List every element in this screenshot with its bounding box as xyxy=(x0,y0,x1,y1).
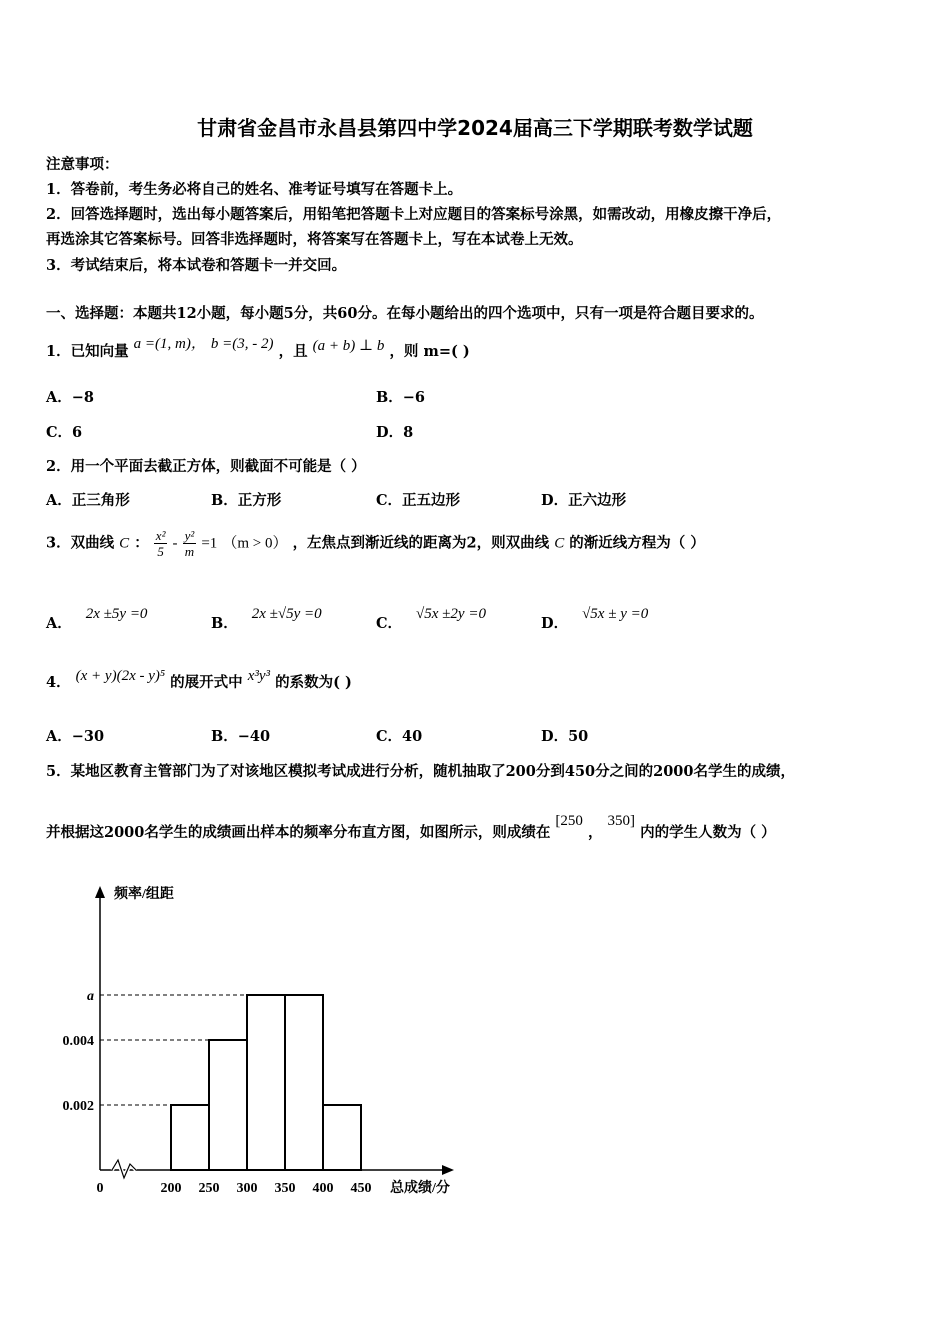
q1-option-a[interactable]: A．−8 xyxy=(46,389,94,406)
q1-suffix: ，则 m=( ) xyxy=(389,343,470,360)
q5-comma: ， xyxy=(587,824,603,841)
notice-item: 3．考试结束后，将本试卷和答题卡一并交回。 xyxy=(46,257,347,274)
histogram-bar xyxy=(209,1040,247,1170)
axis-break-mask xyxy=(112,1160,136,1178)
q4-option-b[interactable]: B．−40 xyxy=(211,728,271,745)
q5-interval-left: [250 xyxy=(555,813,583,829)
notice-item: 1．答卷前，考生务必将自己的姓名、准考证号填写在答题卡上。 xyxy=(46,181,463,198)
q1-prefix: 1．已知向量 xyxy=(46,343,129,360)
x-tick-label: 200 xyxy=(160,1181,182,1196)
y-axis-label: 频率/组距 xyxy=(114,887,174,902)
q4-num: 4． xyxy=(46,674,71,691)
q3-option-b[interactable]: B．2x ±√5y =0 xyxy=(211,606,322,632)
chart-axes xyxy=(95,886,454,1178)
x-tick-label: 300 xyxy=(236,1181,258,1196)
x-tick-label: 450 xyxy=(350,1181,372,1196)
notice-item: 2．回答选择题时，选出每小题答案后，用铅笔把答题卡上对应题目的答案标号涂黑，如需改动，用橡皮擦干净后， xyxy=(46,206,782,223)
histogram-bar xyxy=(323,1105,361,1170)
page-title: 甘肃省金昌市永昌县第四中学2024届高三下学期联考数学试题 xyxy=(197,116,753,140)
x-axis-label: 总成绩/分 xyxy=(390,1181,450,1196)
x-axis-arrow xyxy=(442,1165,454,1175)
q5-interval-right: 350] xyxy=(607,813,636,829)
q4-expr: (x + y)(2x - y)⁵ xyxy=(75,668,166,684)
q5-line2-prefix: 并根据这2000名学生的成绩画出样本的频率分布直方图，如图所示，则成绩在 xyxy=(46,824,551,841)
q1-option-b[interactable]: B．−6 xyxy=(376,389,425,406)
q1-option-c[interactable]: C．6 xyxy=(46,424,83,441)
chart-bars xyxy=(171,995,361,1170)
q5-line2-suffix: 内的学生人数为（ ） xyxy=(640,824,776,841)
q3-c: C xyxy=(119,535,130,552)
q4-option-a[interactable]: A．−30 xyxy=(46,728,105,745)
chart-labels xyxy=(63,885,450,1196)
notice-item: 再选涂其它答案标号。回答非选择题时，将答案写在答题卡上，写在本试卷上无效。 xyxy=(46,231,583,248)
q3-option-c[interactable]: C．√5x ±2y =0 xyxy=(376,606,486,632)
q3-c2: C xyxy=(554,535,565,552)
q2-option-b[interactable]: B．正方形 xyxy=(211,492,282,509)
question-3 xyxy=(46,528,705,559)
q1-option-d[interactable]: D．8 xyxy=(376,424,414,441)
q4-option-c[interactable]: C．40 xyxy=(376,728,423,745)
q2-option-c[interactable]: C．正五边形 xyxy=(376,492,461,509)
q3-colon: ： xyxy=(134,534,149,552)
section-heading: 一、选择题：本题共12小题，每小题5分，共60分。在每小题给出的四个选项中，只有一项是符合题目要求的。 xyxy=(46,305,764,322)
q3-eq: =1 xyxy=(201,535,218,552)
q1-vector-b: b =(3, - 2) xyxy=(210,336,274,352)
q3-fraction-1: $\frac{\text{x²}}{5}$ xyxy=(155,528,166,559)
question-5-line-2 xyxy=(46,813,776,842)
q2-option-d[interactable]: D．正六边形 xyxy=(541,492,627,509)
histogram-bar xyxy=(285,995,323,1170)
q3-fraction-2: $\frac{\text{y²}}{m}$ xyxy=(184,528,195,559)
histogram-bar xyxy=(247,995,285,1170)
q2-option-a[interactable]: A．正三角形 xyxy=(46,492,130,509)
question-2: 2．用一个平面去截正方体，则截面不可能是（ ） xyxy=(46,458,366,475)
q3-minus: - xyxy=(172,535,178,552)
y-tick-label: a xyxy=(87,989,94,1004)
chart-guide-lines xyxy=(100,995,247,1105)
x-tick-label: 350 xyxy=(274,1181,296,1196)
question-1 xyxy=(46,336,470,361)
x-tick-label: 400 xyxy=(312,1181,334,1196)
x-tick-label: 250 xyxy=(198,1181,220,1196)
q1-condition: (a + b) ⊥ b xyxy=(312,338,385,354)
y-axis-arrow xyxy=(95,886,105,898)
q3-suffix-1: ，左焦点到渐近线的距离为2，则双曲线 xyxy=(292,534,550,552)
y-tick-label: 0.002 xyxy=(62,1099,94,1114)
q3-suffix-2: 的渐近线方程为（ ） xyxy=(569,534,705,552)
question-4 xyxy=(46,668,352,692)
q4-term: x³y³ xyxy=(247,668,271,684)
q3-option-d[interactable]: D．√5x ± y =0 xyxy=(541,606,649,632)
q3-cond: （m > 0） xyxy=(222,535,288,552)
origin-label: 0 xyxy=(96,1181,104,1196)
y-tick-label: 0.004 xyxy=(62,1034,94,1049)
q4-mid: 的展开式中 xyxy=(170,674,243,691)
notice-heading: 注意事项： xyxy=(46,156,119,173)
q4-option-d[interactable]: D．50 xyxy=(541,728,589,745)
histogram-bar xyxy=(171,1105,209,1170)
q1-vector-a: a =(1, m)， xyxy=(133,336,206,352)
q4-suffix: 的系数为( ) xyxy=(275,674,352,691)
q3-option-a[interactable]: A．2x ±5y =0 xyxy=(46,606,148,632)
histogram-chart xyxy=(40,868,480,1208)
q1-mid: ，且 xyxy=(278,343,308,360)
q3-prefix: 3．双曲线 xyxy=(46,534,115,552)
question-5-line-1: 5．某地区教育主管部门为了对该地区模拟考试成进行分析，随机抽取了200分到450分之间的2000名学生的成绩， xyxy=(46,763,795,780)
